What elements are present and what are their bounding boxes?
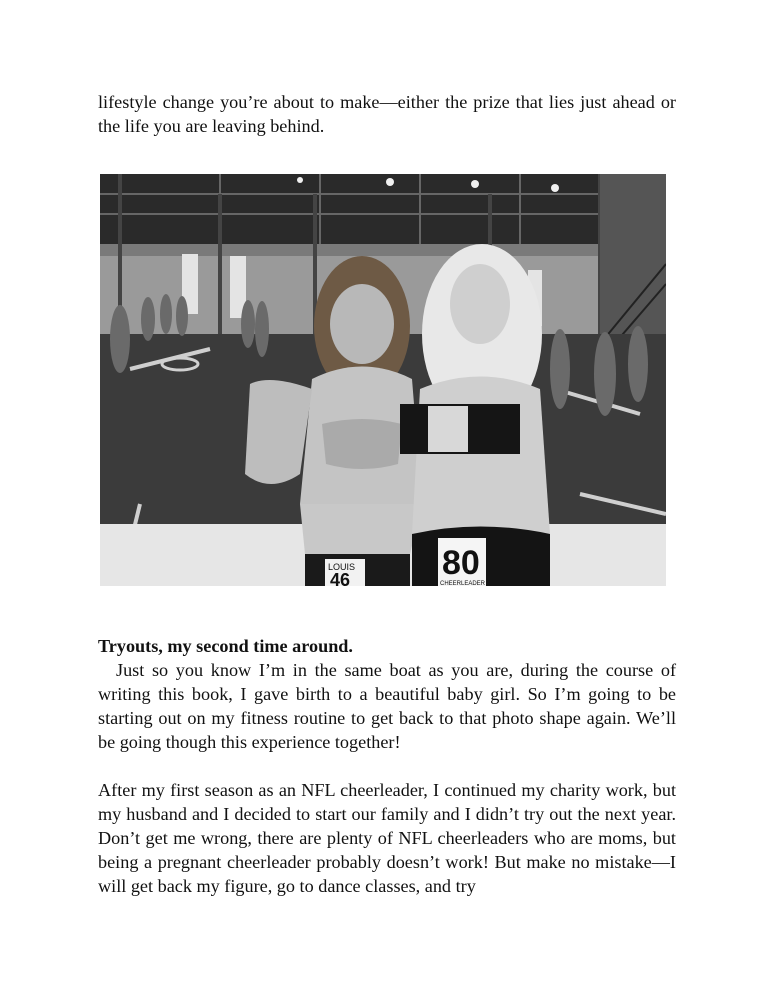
section-paragraph-2: After my first season as an NFL cheerleader, I continued my charity work, but my husband and I decided to start our family and I didn’t try out the next year. Don’t get me wrong, there are plenty of NFL cheerleaders who are moms, but being a pregnant cheerleader probably doesn’t work! But make no mistake—I will get back my figure, go to dance classes, and try <box>98 780 676 896</box>
bib-left-label: LOUIS <box>328 562 356 572</box>
section-paragraph-1: Just so you know I’m in the same boat as you are, during the course of writing this book, I gave birth to a beautiful baby girl. So I’m going to be starting out on my fitness routine to get back to that photo shape again. We’ll be going though this experience together! <box>98 660 676 752</box>
tryout-photo <box>100 174 666 586</box>
photo-illustration <box>100 174 666 586</box>
bib-right-number: 80 <box>442 544 480 582</box>
intro-text <box>98 90 676 138</box>
section-tryouts <box>98 634 676 898</box>
intro-paragraph: lifestyle change you’re about to make—either the prize that lies just ahead or the life you are leaving behind. <box>98 92 676 136</box>
bib-right-label: CHEERLEADER <box>440 581 486 586</box>
section-heading: Tryouts, my second time around. <box>98 636 353 656</box>
bib-left-number: 46 <box>330 570 351 586</box>
